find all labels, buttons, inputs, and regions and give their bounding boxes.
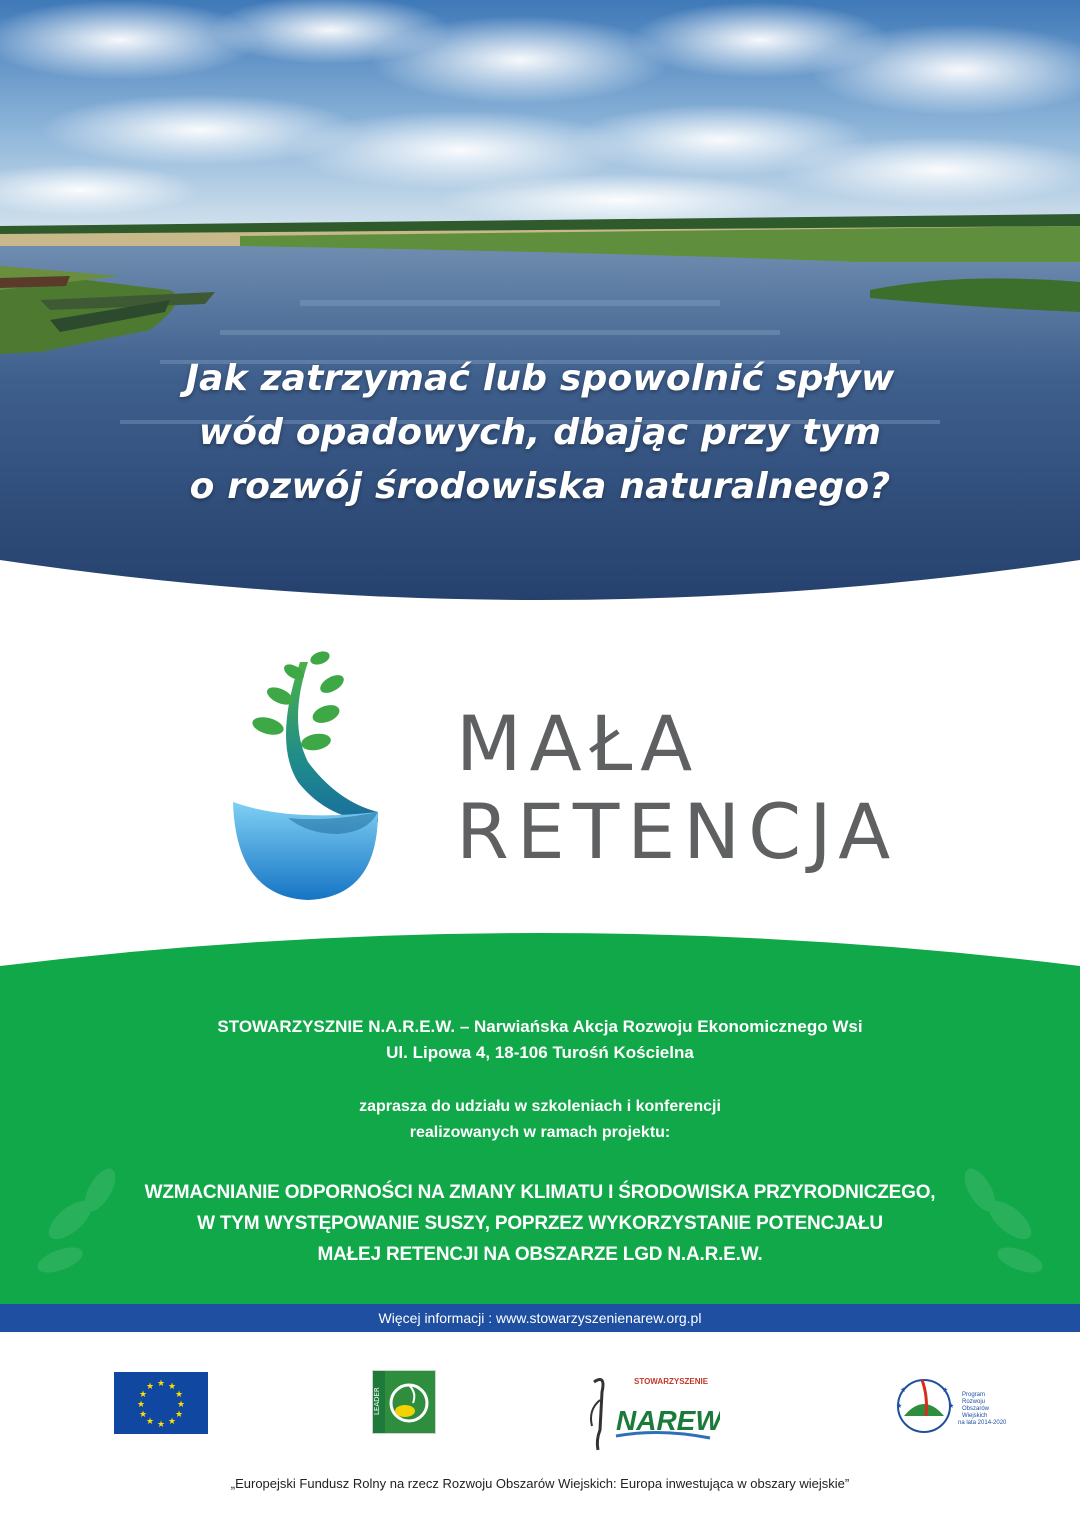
- svg-text:★: ★: [138, 1390, 148, 1400]
- prow-emblem-icon: [892, 1372, 1022, 1442]
- narew-big-label: NAREW: [616, 1405, 720, 1436]
- hero-photo: [0, 0, 1080, 620]
- narew-small-label: STOWARZYSZENIE: [634, 1377, 709, 1386]
- prow-line: Rozwoju: [962, 1399, 986, 1405]
- hero-headline-line: wód opadowych, dbając przy tym: [198, 412, 882, 453]
- svg-text:★: ★: [174, 1410, 184, 1420]
- hero-headline-line: o rozwój środowiska naturalnego?: [189, 466, 891, 507]
- logo-wordmark-line2: RETENCJA: [456, 787, 899, 876]
- svg-text:★: ★: [136, 1400, 146, 1410]
- svg-text:★: ★: [167, 1382, 177, 1392]
- leader-emblem-icon: [373, 1371, 435, 1433]
- more-info-bar: [0, 1304, 1080, 1332]
- prow-line: Obszarów: [962, 1406, 990, 1412]
- prow-logo: [892, 1372, 1022, 1442]
- svg-text:★: ★: [145, 1417, 155, 1427]
- more-info-link[interactable]: Więcej informacji : www.stowarzyszenienarew.org.pl: [378, 1310, 702, 1326]
- leader-logo: [372, 1370, 436, 1434]
- svg-text:★: ★: [896, 1402, 903, 1410]
- svg-text:★: ★: [138, 1410, 148, 1420]
- leader-label: LEADER: [373, 1387, 381, 1415]
- landscape-illustration: [0, 0, 1080, 620]
- organization-address: Ul. Lipowa 4, 18-106 Turośń Kościelna: [386, 1043, 694, 1062]
- sponsor-logos: [0, 1350, 1080, 1460]
- prow-line: na lata 2014-2020: [958, 1420, 1007, 1426]
- logo-wordmark-line1: MAŁA: [456, 699, 701, 788]
- svg-text:★: ★: [174, 1390, 184, 1400]
- project-title-line: WZMACNIANIE ODPORNOŚCI NA ZMANY KLIMATU I ŚRODOWISKA PRZYRODNICZEGO,: [144, 1182, 936, 1203]
- hero-headline-line: Jak zatrzymać lub spowolnić spływ: [185, 358, 895, 399]
- svg-text:★: ★: [145, 1382, 155, 1392]
- svg-text:★: ★: [942, 1386, 949, 1394]
- mala-retencja-logo-icon: [228, 642, 388, 902]
- prow-line: Program: [962, 1392, 986, 1398]
- project-title-line: MAŁEJ RETENCJI NA OBSZARZE LGD N.A.R.E.W.: [317, 1244, 763, 1265]
- svg-text:★: ★: [156, 1420, 166, 1430]
- svg-text:★: ★: [167, 1417, 177, 1427]
- svg-text:★: ★: [948, 1402, 955, 1410]
- logo-wordmark: [456, 700, 898, 876]
- organization-block: [0, 1014, 1080, 1066]
- invitation-block: [0, 1094, 1080, 1146]
- funding-note: „Europejski Fundusz Rolny na rzecz Rozwoju Obszarów Wiejskich: Europa inwestująca w obszary wiejskie”: [230, 1476, 850, 1491]
- invitation-line: zaprasza do udziału w szkoleniach i konferencji: [359, 1098, 721, 1115]
- narew-logo: [580, 1370, 720, 1454]
- svg-text:★: ★: [176, 1400, 186, 1410]
- eu-stars-icon: [114, 1372, 208, 1434]
- project-title-line: W TYM WYSTĘPOWANIE SUSZY, POPRZEZ WYKORZYSTANIE POTENCJAŁU: [197, 1213, 883, 1234]
- narew-emblem-icon: [580, 1370, 720, 1454]
- project-title-block: [0, 1177, 1080, 1270]
- svg-text:★: ★: [156, 1379, 166, 1389]
- hero-headline: [0, 352, 1080, 514]
- organization-name: STOWARZYSZNIE N.A.R.E.W. – Narwiańska Akcja Rozwoju Ekonomicznego Wsi: [217, 1017, 863, 1036]
- prow-line: Wiejskich: [962, 1413, 988, 1419]
- svg-text:★: ★: [900, 1386, 907, 1394]
- invitation-line: realizowanych w ramach projektu:: [409, 1124, 671, 1141]
- eu-flag-icon: [114, 1372, 208, 1434]
